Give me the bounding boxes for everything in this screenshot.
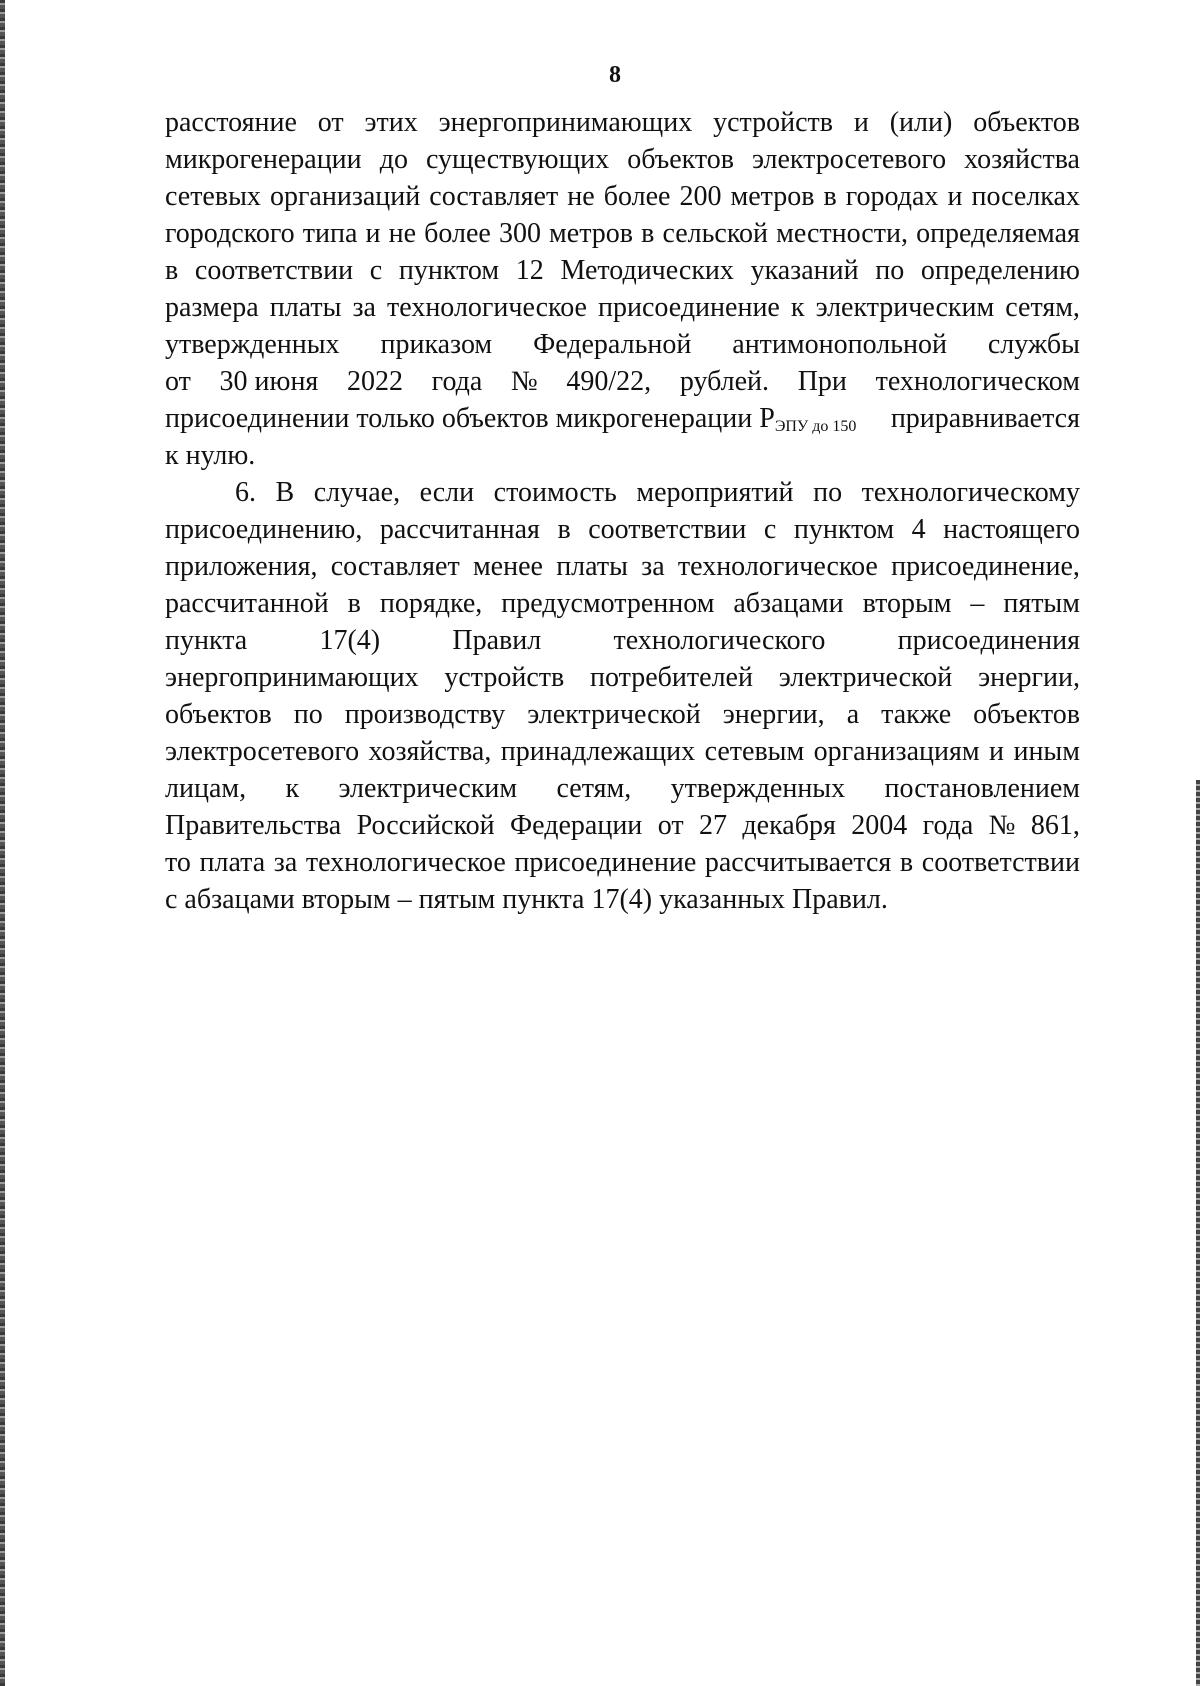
word: Федерации	[510, 810, 643, 841]
word: за	[352, 292, 376, 323]
word: в	[899, 847, 914, 878]
word: существующих	[426, 144, 610, 175]
word: №	[988, 810, 1016, 841]
paragraph-2-line-11	[165, 844, 1080, 881]
word: рассчитанной	[165, 588, 329, 619]
word: а	[846, 699, 860, 730]
word: энергопринимающих	[165, 662, 419, 693]
word: плата	[199, 847, 266, 878]
word: то	[165, 847, 191, 878]
scan-edge-right	[1196, 780, 1200, 1686]
word: электрической	[778, 662, 953, 693]
word: менее	[472, 551, 543, 582]
paragraph-2-last-line: с абзацами вторым – пятым пункта 17(4) указанных Правил.	[165, 884, 888, 915]
word: настоящего	[943, 514, 1080, 545]
word: 861,	[1030, 810, 1080, 841]
word: за	[273, 847, 298, 878]
paragraph-1-line-9-tail: приравнивается	[890, 403, 1080, 434]
word: технологическое	[305, 847, 506, 878]
word: сетевым	[704, 736, 805, 767]
word: В	[275, 477, 295, 508]
word: в	[165, 255, 179, 286]
word: сетям,	[556, 773, 632, 804]
word: 6.	[235, 477, 256, 508]
paragraph-1-line-10: к нулю.	[165, 440, 256, 471]
word: стоимость	[493, 477, 617, 508]
word: местности,	[776, 218, 908, 249]
paragraph-1-line-5	[165, 252, 1080, 289]
document-body	[165, 104, 1080, 918]
word: Федеральной	[533, 329, 692, 360]
word: по	[875, 255, 905, 286]
word: приложения,	[165, 551, 318, 582]
word: 2022	[346, 366, 403, 397]
word: этих	[364, 107, 418, 138]
word: платы	[269, 292, 342, 323]
word: объектов	[973, 107, 1080, 138]
word: также	[881, 699, 952, 730]
word: 490/22,	[566, 366, 652, 397]
paragraph-2-line-3	[165, 548, 1080, 585]
word: Правил	[452, 625, 542, 656]
word: технологическое	[677, 551, 878, 582]
word: порядке,	[379, 588, 483, 619]
word: года	[922, 810, 974, 841]
word: указаний	[750, 255, 859, 286]
word: постановлением	[884, 773, 1080, 804]
paragraph-1	[165, 104, 1080, 400]
word: 12	[515, 255, 544, 286]
word: 17(4)	[319, 625, 381, 656]
word: устройств	[713, 107, 833, 138]
word: вторым	[862, 588, 952, 619]
word: в	[823, 181, 837, 212]
word: Методических	[560, 255, 734, 286]
paragraph-1-line-3	[165, 178, 1080, 215]
word: объектов	[627, 144, 734, 175]
word: от	[657, 810, 684, 841]
paragraph-1-line-9-text: присоединении только объектов микрогенерации $Р_{ЭПУ до 150}$	[165, 403, 857, 435]
word: расстояние	[165, 107, 297, 138]
word: потребителей	[590, 662, 753, 693]
word: (или)	[889, 107, 953, 138]
word: с	[763, 514, 777, 545]
word: городского	[165, 218, 295, 249]
word: технологическом	[875, 366, 1080, 397]
paragraph-1-line-7	[165, 326, 1080, 363]
page-number: 8	[609, 62, 621, 88]
paragraph-2-line-2	[165, 511, 1080, 548]
word: если	[419, 477, 475, 508]
word: электрическим	[815, 292, 995, 323]
word: сетям,	[1005, 292, 1080, 323]
word: и	[853, 107, 869, 138]
word: При	[797, 366, 847, 397]
paragraph-2	[165, 474, 1080, 881]
word: электросетевого	[165, 736, 360, 767]
word: пункта	[165, 625, 248, 656]
subscript-epu: ЭПУ до 150	[774, 418, 857, 435]
word: метров	[549, 218, 633, 249]
word: случае,	[313, 477, 401, 508]
word: хозяйства,	[368, 736, 492, 767]
word: платы	[556, 551, 628, 582]
word: Правительства	[165, 810, 342, 841]
word: технологического	[613, 625, 826, 656]
word: за	[641, 551, 665, 582]
word: присоединения	[897, 625, 1080, 656]
word: декабря	[742, 810, 836, 841]
word: 4	[911, 514, 926, 545]
word: от	[317, 107, 344, 138]
word: присоединение	[514, 847, 697, 878]
paragraph-2-line-6	[165, 659, 1080, 696]
word: составляет	[429, 181, 559, 212]
word: года	[431, 366, 483, 397]
word: и	[947, 181, 963, 212]
paragraph-2-line-4	[165, 585, 1080, 622]
word: к	[285, 773, 300, 804]
word: объектов	[973, 699, 1080, 730]
word: абзацами	[733, 588, 844, 619]
word: 30 июня	[219, 366, 319, 397]
paragraph-1-line-1	[165, 104, 1080, 141]
word: производству	[344, 699, 506, 730]
word: предусмотренном	[501, 588, 715, 619]
word: энергии,	[978, 662, 1080, 693]
paragraph-2-line-9	[165, 770, 1080, 807]
word: метров	[730, 181, 815, 212]
word: электросетевого	[752, 144, 947, 175]
word: составляет	[330, 551, 460, 582]
word: энергии,	[722, 699, 825, 730]
word: технологическое	[387, 292, 587, 323]
word: от	[165, 366, 191, 397]
word: соответствии	[921, 847, 1080, 878]
word: к	[790, 292, 805, 323]
word: типа	[302, 218, 358, 249]
word: до	[379, 144, 408, 175]
paragraph-2-line-1	[165, 474, 1080, 511]
word: утвержденных	[670, 773, 846, 804]
word: пунктом	[793, 514, 895, 545]
paragraph-1-line-4	[165, 215, 1080, 252]
word: технологическому	[861, 477, 1080, 508]
word: по	[813, 477, 843, 508]
word: 300	[498, 218, 541, 249]
word: соответствии	[194, 255, 354, 286]
word: присоединению,	[165, 514, 363, 545]
scan-edge-left	[0, 0, 5, 1686]
word: №	[510, 366, 538, 397]
word: соответствии	[588, 514, 747, 545]
word: Российской	[356, 810, 495, 841]
word: микрогенерации	[165, 144, 362, 175]
word: более	[603, 181, 671, 212]
word: и	[365, 218, 381, 249]
word: определяемая	[916, 218, 1080, 249]
word: антимонопольной	[732, 329, 947, 360]
word: лицам,	[165, 773, 247, 804]
word: в	[347, 588, 361, 619]
word: –	[970, 588, 985, 619]
paragraph-1-line-2	[165, 141, 1080, 178]
word: в	[641, 218, 655, 249]
word: 2004	[851, 810, 908, 841]
word: рублей.	[679, 366, 770, 397]
word: организаций	[269, 181, 421, 212]
word: принадлежащих	[500, 736, 696, 767]
word: сельской	[662, 218, 768, 249]
word: объектов	[165, 699, 272, 730]
word: по	[293, 699, 323, 730]
word: 27	[699, 810, 727, 841]
word: устройств	[444, 662, 565, 693]
word: сетевых	[165, 181, 261, 212]
word: службы	[987, 329, 1080, 360]
word: присоединение	[598, 292, 780, 323]
paragraph-1-line-6	[165, 289, 1080, 326]
word: определению	[920, 255, 1080, 286]
word: пятым	[1003, 588, 1080, 619]
paragraph-2-line-5	[165, 622, 1080, 659]
word: хозяйства	[964, 144, 1080, 175]
word: в	[557, 514, 571, 545]
paragraph-2-line-8	[165, 733, 1080, 770]
word: и	[989, 736, 1005, 767]
word: поселках	[971, 181, 1080, 212]
word: утвержденных	[165, 329, 340, 360]
word: организациям	[813, 736, 980, 767]
word: городах	[845, 181, 939, 212]
word: не	[388, 218, 416, 249]
word: не	[567, 181, 595, 212]
word: более	[424, 218, 491, 249]
paragraph-1-line-8	[165, 363, 1080, 400]
paragraph-2-line-7	[165, 696, 1080, 733]
word: присоединение,	[891, 551, 1080, 582]
word: электрическим	[338, 773, 518, 804]
word: энергопринимающих	[438, 107, 693, 138]
paragraph-2-line-10	[165, 807, 1080, 844]
word: электрической	[527, 699, 701, 730]
word: приказом	[380, 329, 493, 360]
word: размера	[165, 292, 259, 323]
paragraph-1-line-9	[165, 400, 1080, 437]
word: 200	[679, 181, 722, 212]
word: пунктом	[398, 255, 500, 286]
word: рассчитывается	[704, 847, 892, 878]
word: с	[369, 255, 383, 286]
word: иным	[1013, 736, 1080, 767]
word: мероприятий	[636, 477, 794, 508]
word: рассчитанная	[379, 514, 540, 545]
